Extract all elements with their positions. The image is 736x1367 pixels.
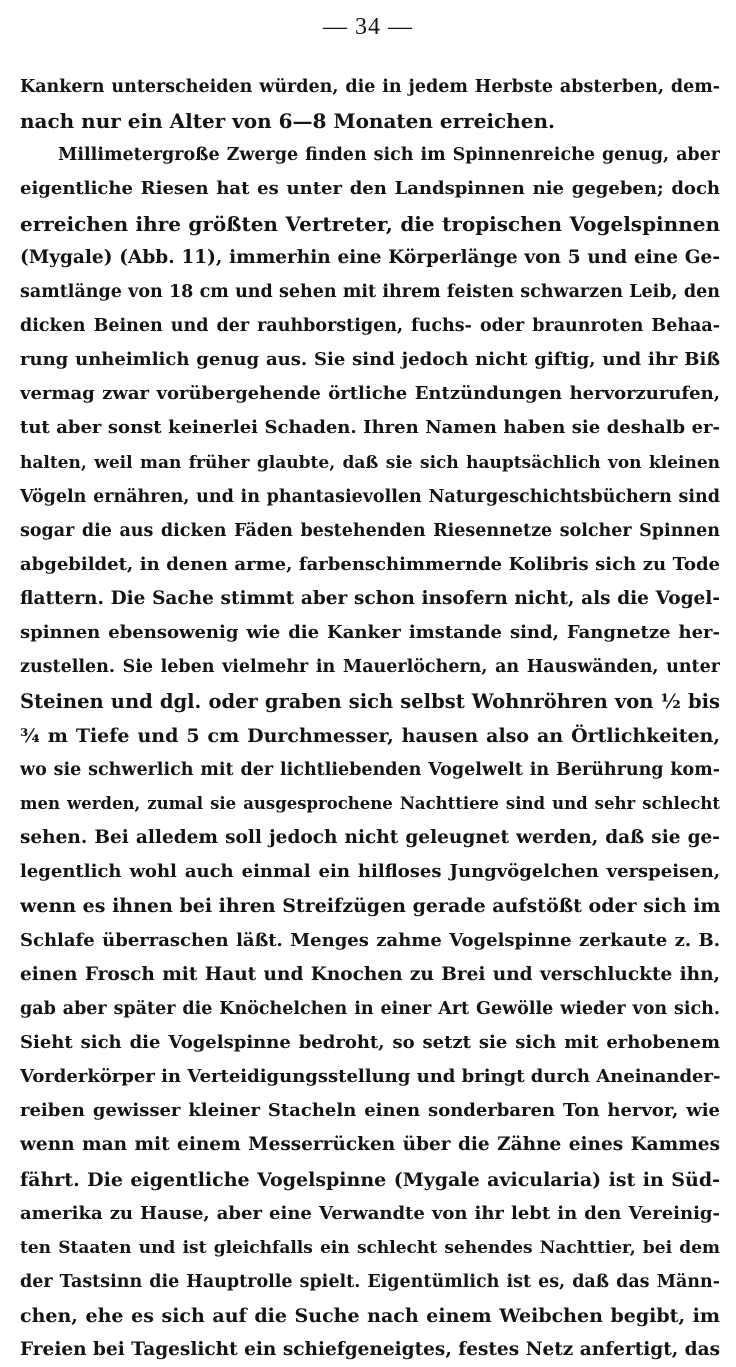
text-line: Millimetergroße Zwerge finden sich im Spinnenreiche genug, aber (58, 145, 720, 166)
text-line: amerika zu Hause, aber eine Verwandte von ihr lebt in den Vereinig- (20, 1202, 720, 1224)
text-line: wenn man mit einem Messerrücken über die Zähne eines Kammes (20, 1134, 720, 1156)
text-line: wenn es ihnen bei ihren Streifzügen gerade aufstößt oder sich im (20, 895, 720, 918)
text-line: tut aber sonst keinerlei Schaden. Ihren Namen haben sie deshalb er- (20, 417, 720, 439)
text-line: wo sie schwerlich mit der lichtliebenden Vogelwelt in Berührung kom- (20, 759, 720, 780)
text-line: Freien bei Tageslicht ein schiefgeneigtes, festes Netz anfertigt, das (20, 1339, 720, 1361)
text-line: sehen. Bei alledem soll jedoch nicht geleugnet werden, daß sie ge- (20, 827, 720, 849)
text-line: Kankern unterscheiden würden, die in jedem Herbste absterben, dem- (20, 77, 720, 97)
text-line: legentlich wohl auch einmal ein hilfloses Jungvögelchen verspeisen, (20, 861, 720, 883)
text-line: Vorderkörper in Verteidigungsstellung und bringt durch Aneinander- (20, 1066, 720, 1088)
text-line: vermag zwar vorübergehende örtliche Entzündungen hervorzurufen, (20, 383, 720, 405)
text-line: spinnen ebensowenig wie die Kanker imstande sind, Fangnetze her- (20, 622, 720, 644)
text-line: abgebildet, in denen arme, farbenschimmernde Kolibris sich zu Tode (20, 553, 720, 575)
text-line: Vögeln ernähren, und in phantasievollen Naturgeschichtsbüchern sind (20, 486, 720, 507)
text-line: fährt. Die eigentliche Vogelspinne (Mygale avicularia) ist in Süd- (20, 1168, 720, 1191)
text-line: nach nur ein Alter von 6—8 Monaten erreichen. (20, 109, 555, 134)
text-line: Steinen und dgl. oder graben sich selbst Wohnröhren von ½ bis (20, 689, 720, 713)
text-line: eigentliche Riesen hat es unter den Landspinnen nie gegeben; doch (20, 178, 720, 200)
text-line: chen, ehe es sich auf die Suche nach einem Weibchen begibt, im (20, 1305, 720, 1328)
text-line: samtlänge von 18 cm und sehen mit ihrem feisten schwarzen Leib, den (20, 281, 720, 302)
text-line: Sieht sich die Vogelspinne bedroht, so setzt sie sich mit erhobenem (20, 1031, 720, 1053)
text-line: (Mygale) (Abb. 11), immerhin eine Körperlänge von 5 und eine Ge- (20, 246, 720, 268)
text-line: sogar die aus dicken Fäden bestehenden Riesennetze solcher Spinnen (20, 520, 720, 541)
text-line: einen Frosch mit Haut und Knochen zu Brei und verschluckte ihn, (20, 963, 720, 985)
text-line: ten Staaten und ist gleichfalls ein schlecht sehendes Nachttier, bei dem (20, 1237, 720, 1258)
text-line: ¾ m Tiefe und 5 cm Durchmesser, hausen also an Örtlichkeiten, (20, 724, 720, 747)
page-number: — 34 — (323, 14, 413, 40)
text-line: men werden, zumal sie ausgesprochene Nachttiere sind und sehr schlecht (20, 793, 720, 813)
text-line: rung unheimlich genug aus. Sie sind jedoch nicht giftig, und ihr Biß (20, 349, 720, 371)
text-line: zustellen. Sie leben vielmehr in Mauerlöchern, an Hauswänden, unter (20, 657, 720, 678)
text-line: Schlafe überraschen läßt. Menges zahme Vogelspinne zerkaute z. B. (20, 929, 720, 951)
text-line: der Tastsinn die Hauptrolle spielt. Eigentümlich ist es, daß das Männ- (20, 1271, 720, 1292)
text-line: halten, weil man früher glaubte, daß sie sich hauptsächlich von kleinen (20, 452, 720, 473)
body-text (20, 70, 720, 1367)
text-line: dicken Beinen und der rauhborstigen, fuchs- oder braunroten Behaa- (20, 315, 720, 336)
text-line: flattern. Die Sache stimmt aber schon insofern nicht, als die Vogel- (20, 588, 720, 610)
text-line: gab aber später die Knöchelchen in einer Art Gewölle wieder von sich. (20, 998, 720, 1019)
text-line: erreichen ihre größten Vertreter, die tropischen Vogelspinnen (20, 211, 720, 236)
text-line: reiben gewisser kleiner Stacheln einen sonderbaren Ton hervor, wie (20, 1100, 720, 1122)
